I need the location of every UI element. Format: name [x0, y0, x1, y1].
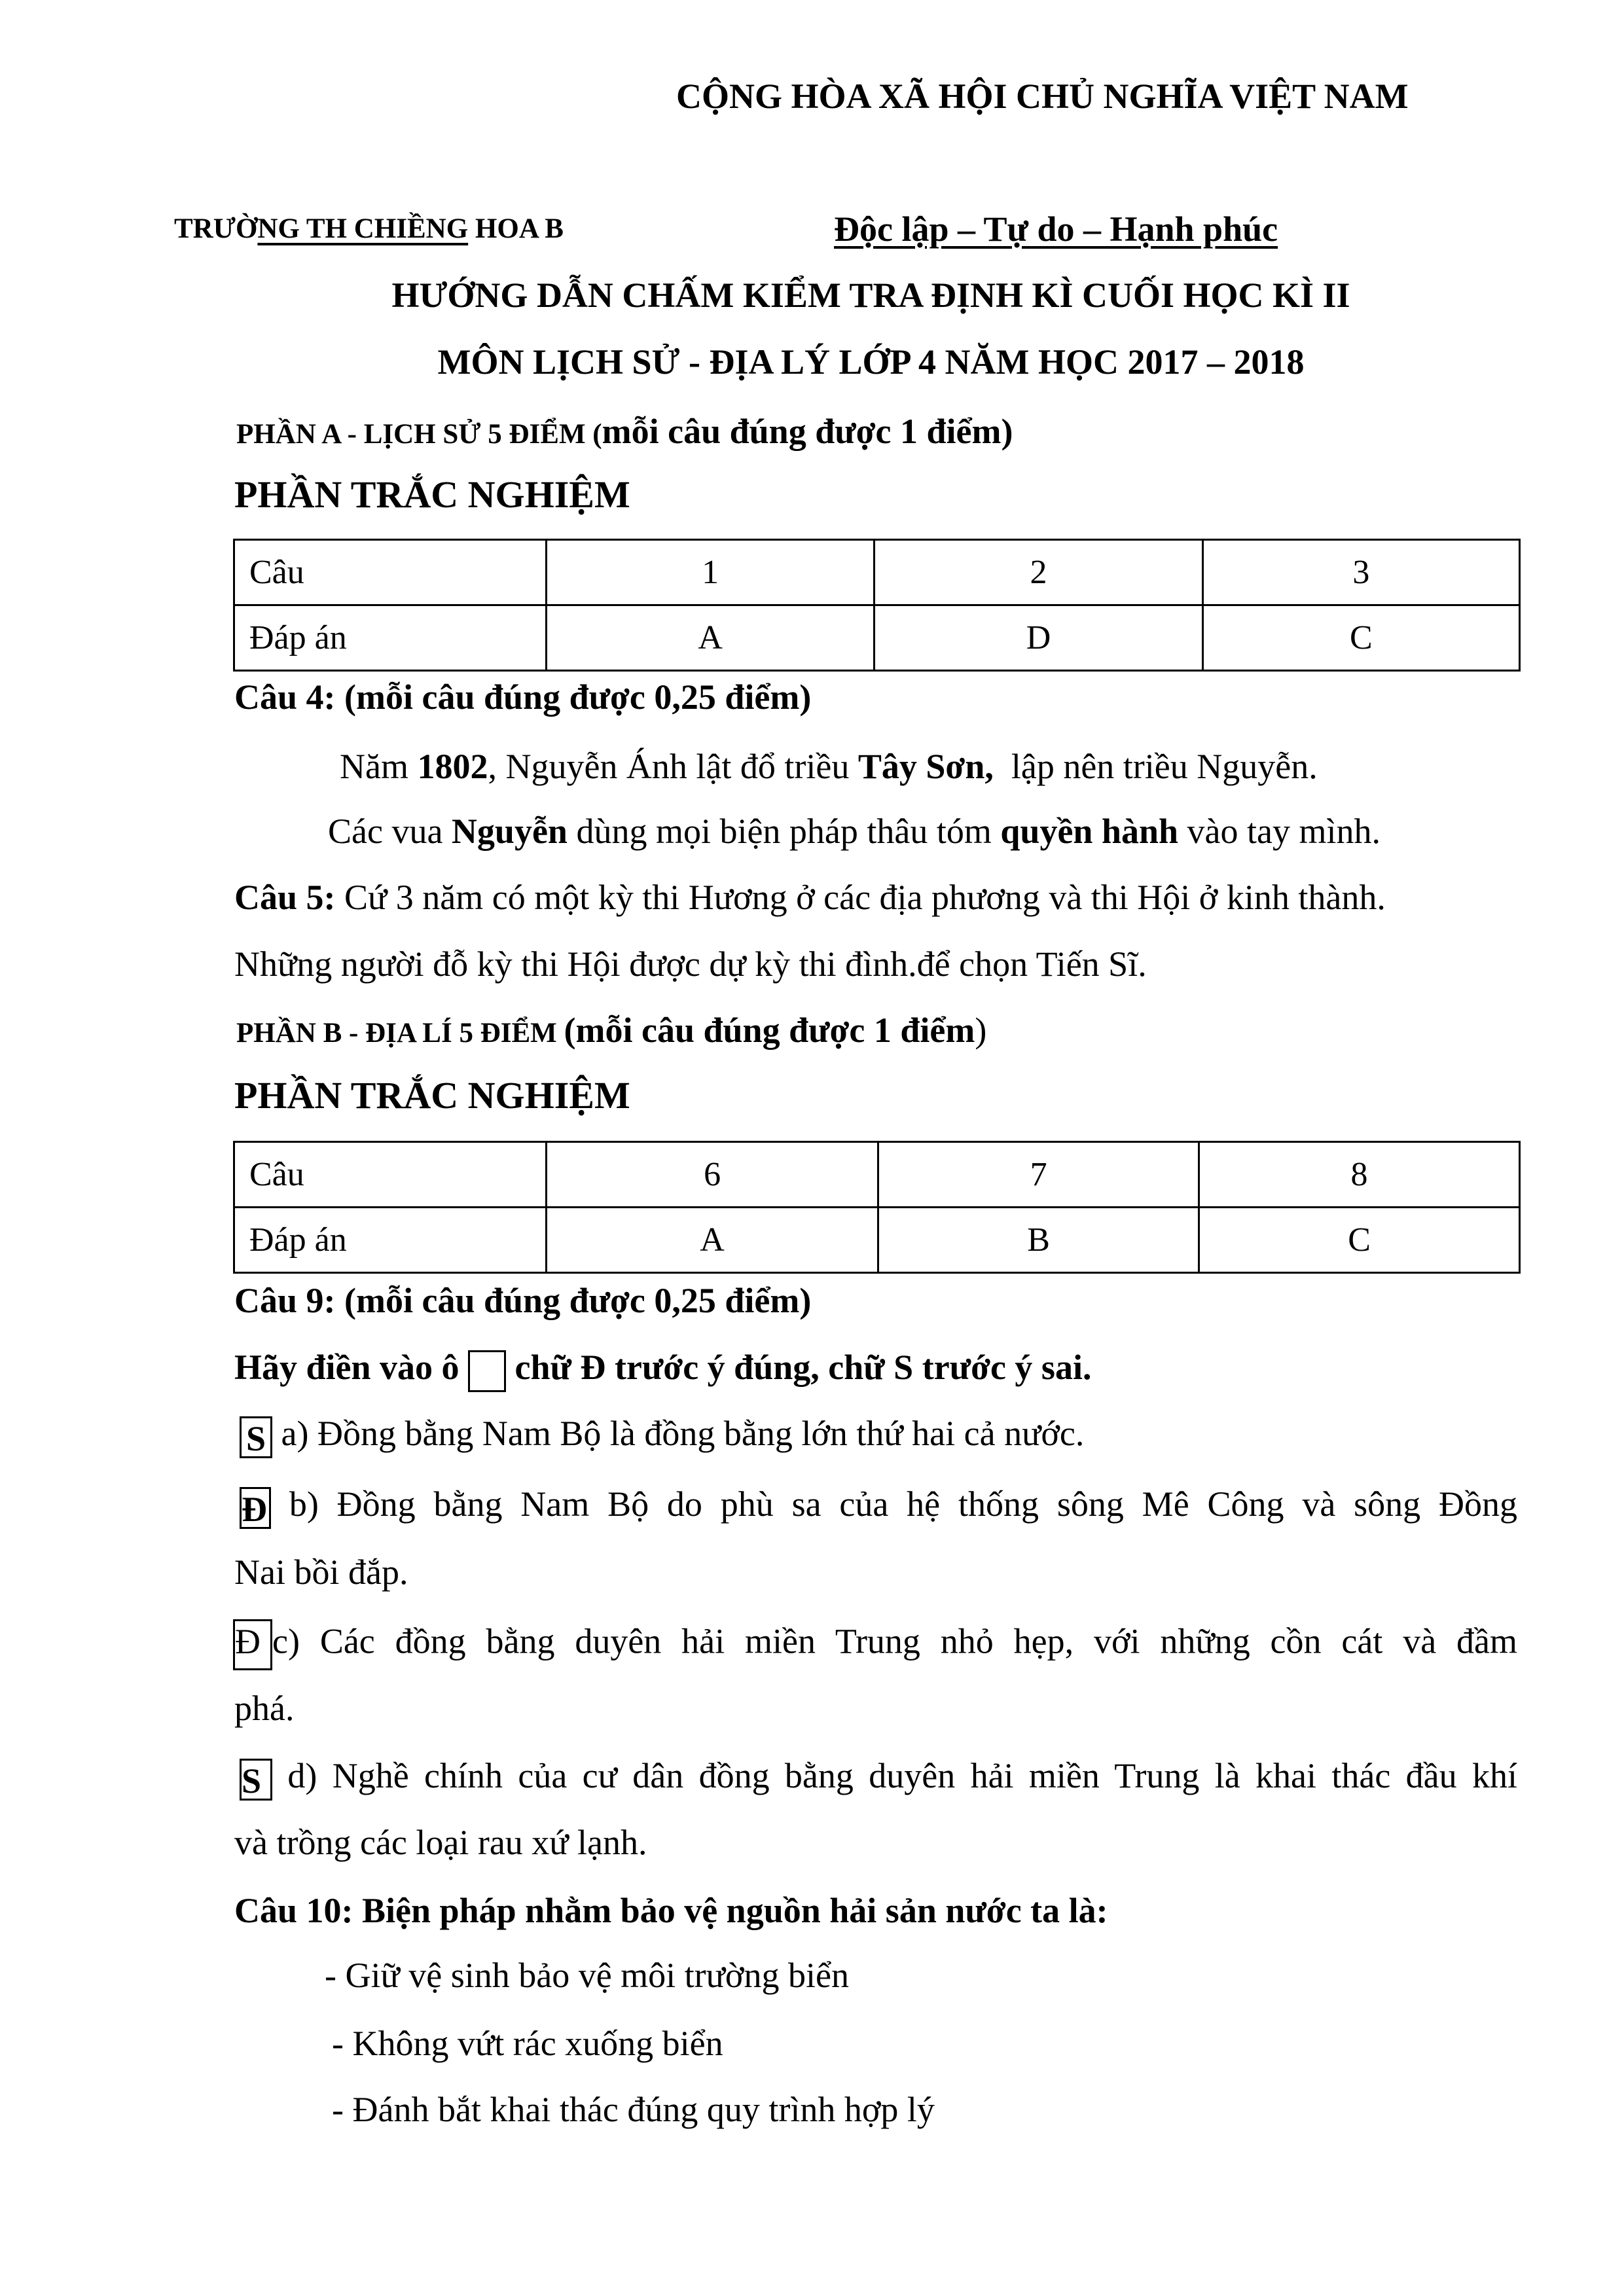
- text: Năm: [340, 747, 418, 786]
- school-name: [174, 208, 564, 250]
- table-row: [234, 540, 1520, 605]
- q9-item-a: [240, 1412, 1084, 1458]
- school-name-underlined: NG TH CHIỀNG: [257, 213, 469, 244]
- answer-box: Đ: [240, 1487, 271, 1529]
- table-cell: C: [1199, 1208, 1520, 1273]
- answer-table-b: [233, 1141, 1521, 1274]
- q10-label: Câu 10: Biện pháp nhằm bảo vệ nguồn hải sản nước ta là:: [234, 1891, 1108, 1930]
- text: Các vua: [328, 812, 452, 851]
- text: Cứ 3 năm có một kỳ thi Hương ở các địa phương và thi Hội ở kinh thành.: [335, 878, 1386, 917]
- q5-label: Câu 5:: [234, 878, 336, 917]
- q9-item-d-cont: và trồng các loại rau xứ lạnh.: [234, 1823, 647, 1862]
- doc-title: HƯỚNG DẪN CHẤM KIỂM TRA ĐỊNH KÌ CUỐI HỌC KÌ II: [391, 276, 1350, 315]
- nation-title: CỘNG HÒA XÃ HỘI CHỦ NGHĨA VIỆT NAM: [676, 77, 1409, 116]
- text: Tây Sơn,: [857, 747, 994, 786]
- answer-table-a: [233, 539, 1521, 672]
- table-row: [234, 605, 1520, 671]
- text: a) Đồng bằng Nam Bộ là đồng bằng lớn thứ hai cả nước.: [272, 1414, 1085, 1453]
- text: 1802: [417, 747, 488, 786]
- q9-item-b-cont: Nai bồi đắp.: [234, 1552, 408, 1592]
- q10-item: - Giữ vệ sinh bảo vệ môi trường biển: [325, 1956, 849, 1995]
- part-b-heading-rest: (mỗi câu đúng được 1 điểm: [564, 1011, 975, 1050]
- q9-item-c-cont: phá.: [234, 1689, 295, 1728]
- table-cell: 1: [547, 540, 875, 605]
- q10-item: - Không vứt rác xuống biển: [332, 2024, 723, 2063]
- answer-box: Đ: [233, 1619, 272, 1670]
- table-cell: A: [547, 605, 875, 671]
- q9-instruction: [234, 1346, 1091, 1392]
- table-row: [234, 1208, 1520, 1273]
- text: b) Đồng bằng Nam Bộ do phù sa của hệ thống sông Mê Công và sông Đồng: [271, 1484, 1517, 1524]
- text: Nguyễn: [451, 812, 568, 851]
- q4-line-1: [340, 745, 1318, 787]
- table-cell: A: [547, 1208, 878, 1273]
- table-cell: 8: [1199, 1142, 1520, 1208]
- doc-subtitle: MÔN LỊCH SỬ - ĐỊA LÝ LỚP 4 NĂM HỌC 2017 – 2018: [437, 342, 1305, 382]
- part-b-heading: [236, 1009, 986, 1054]
- table-cell: Câu: [234, 540, 547, 605]
- text: dùng mọi biện pháp thâu tóm: [567, 812, 1001, 851]
- part-a-heading-rest: mỗi câu đúng được 1 điểm): [602, 412, 1013, 451]
- text: quyền hành: [1000, 812, 1179, 851]
- q5-line-1: [234, 876, 1386, 918]
- q4-label: Câu 4: (mỗi câu đúng được 0,25 điểm): [234, 677, 812, 717]
- part-b-heading-end: ): [975, 1011, 987, 1050]
- part-a-sub: PHẦN TRẮC NGHIỆM: [234, 473, 630, 516]
- table-cell: 7: [878, 1142, 1199, 1208]
- q5-line-2: Những người đỗ kỳ thi Hội được dự kỳ thi đình.để chọn Tiến Sĩ.: [234, 944, 1147, 984]
- school-name-part: HOA B: [468, 213, 564, 244]
- empty-answer-box: [468, 1350, 506, 1392]
- q9-item-b: [240, 1483, 1517, 1529]
- text: vào tay mình.: [1178, 812, 1380, 851]
- answer-box: S: [240, 1759, 272, 1801]
- table-cell: B: [878, 1208, 1199, 1273]
- table-cell: Câu: [234, 1142, 547, 1208]
- part-a-heading: [236, 410, 1013, 456]
- text: , Nguyễn Ánh lật đổ triều: [488, 747, 858, 786]
- table-cell: D: [875, 605, 1202, 671]
- answer-box: S: [240, 1416, 272, 1458]
- q4-line-2: [328, 810, 1380, 852]
- table-cell: Đáp án: [234, 605, 547, 671]
- q9-item-c: [233, 1619, 1517, 1670]
- text: Hãy điền vào ô: [234, 1348, 469, 1387]
- part-a-heading-caps: PHẦN A - LỊCH SỬ 5 ĐIỂM (: [236, 419, 602, 450]
- text: d) Nghề chính của cư dân đồng bằng duyên hải miền Trung là khai thác đầu khí: [272, 1756, 1517, 1795]
- school-name-part: TRƯỜ: [174, 213, 258, 244]
- text: chữ Đ trước ý đúng, chữ S trước ý sai.: [506, 1348, 1092, 1387]
- q9-label: Câu 9: (mỗi câu đúng được 0,25 điểm): [234, 1281, 812, 1320]
- table-row: [234, 1142, 1520, 1208]
- table-cell: 6: [547, 1142, 878, 1208]
- q10-item: - Đánh bắt khai thác đúng quy trình hợp lý: [332, 2090, 935, 2129]
- part-b-sub: PHẦN TRẮC NGHIỆM: [234, 1074, 630, 1117]
- motto: Độc lập – Tự do – Hạnh phúc: [834, 209, 1278, 249]
- table-cell: 2: [875, 540, 1202, 605]
- table-cell: C: [1202, 605, 1519, 671]
- text: c) Các đồng bằng duyên hải miền Trung nhỏ hẹp, với những cồn cát và đầm: [272, 1621, 1517, 1661]
- table-cell: 3: [1202, 540, 1519, 605]
- q9-item-d: [240, 1755, 1517, 1801]
- part-b-heading-caps: PHẦN B - ĐỊA LÍ 5 ĐIỂM: [236, 1018, 564, 1049]
- table-cell: Đáp án: [234, 1208, 547, 1273]
- text: lập nên triều Nguyễn.: [993, 747, 1318, 786]
